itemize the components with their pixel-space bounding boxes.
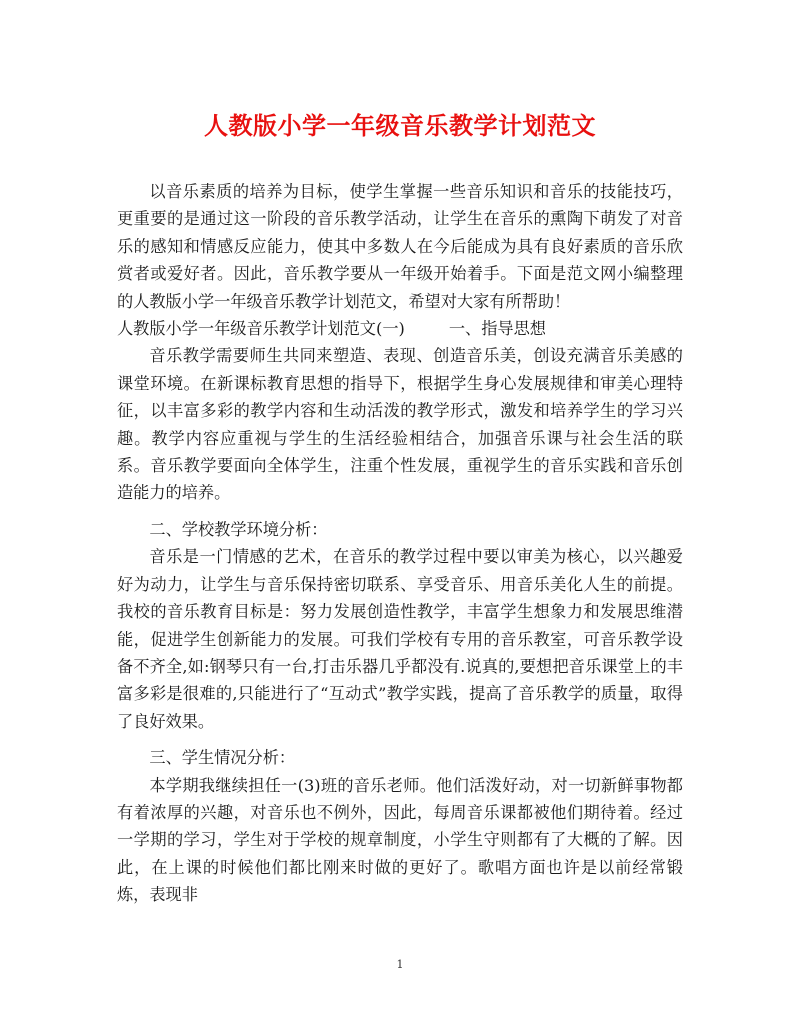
section3-heading: 三、学生情况分析：	[149, 748, 296, 768]
section1-paragraph: 音乐教学需要师生共同来塑造、表现、创造音乐美，创设充满音乐美感的课堂环境。在新课标教育思想的指导下，根据学生身心发展规律和审美心理特征，以丰富多彩的教学内容和生动活泼的教学形式，激发和培养学生的学习兴趣。教学内容应重视与学生的生活经验相结合，加强音乐课与社会生活的联系。音乐教学要面向全体学生，注重个性发展，重视学生的音乐实践和音乐创造能力的培养。	[117, 346, 683, 503]
page-number: 1	[396, 958, 404, 971]
section1-heading: 一、指导思想	[448, 319, 546, 339]
section2-heading: 二、学校教学环境分析：	[149, 519, 328, 539]
intro-paragraph: 以音乐素质的培养为目标，使学生掌握一些音乐知识和音乐的技能技巧，更重要的是通过这一阶段的音乐教学活动，让学生在音乐的熏陶下萌发了对音乐的感知和情感反应能力，使其中多数人在今后能成为具有良好素质的音乐欣赏者或爱好者。因此，音乐教学要从一年级开始着手。下面是范文网小编整理的人教版小学一年级音乐教学计划范文，希望对大家有所帮助！	[117, 182, 683, 311]
section2-paragraph: 音乐是一门情感的艺术，在音乐的教学过程中要以审美为核心，以兴趣爱好为动力，让学生与音乐保持密切联系、享受音乐、用音乐美化人生的前提。我校的音乐教育目标是：努力发展创造性教学，丰富学生想象力和发展思维潜能，促进学生创新能力的发展。可我们学校有专用的音乐教室，可音乐教学设备不齐全,如:钢琴只有一台,打击乐器几乎都没有.说真的,要想把音乐课堂上的丰富多彩是很难的,只能进行了“互动式”教学实践，提高了音乐教学的质量，取得了良好效果。	[117, 547, 683, 731]
part-title-line	[117, 315, 683, 342]
section3-paragraph: 本学期我继续担任一(3)班的音乐老师。他们活泼好动，对一切新鲜事物都有着浓厚的兴趣，对音乐也不例外，因此，每周音乐课都被他们期待着。经过一学期的学习，学生对于学校的规章制度，小学生守则都有了大概的了解。因此，在上课的时候他们都比刚来时做的更好了。歌唱方面也许是以前经常锻炼，表现非	[117, 775, 683, 905]
document-title: 人教版小学一年级音乐教学计划范文	[204, 111, 596, 140]
document-body	[117, 178, 683, 909]
part-title: 人教版小学一年级音乐教学计划范文(一)	[117, 319, 405, 339]
